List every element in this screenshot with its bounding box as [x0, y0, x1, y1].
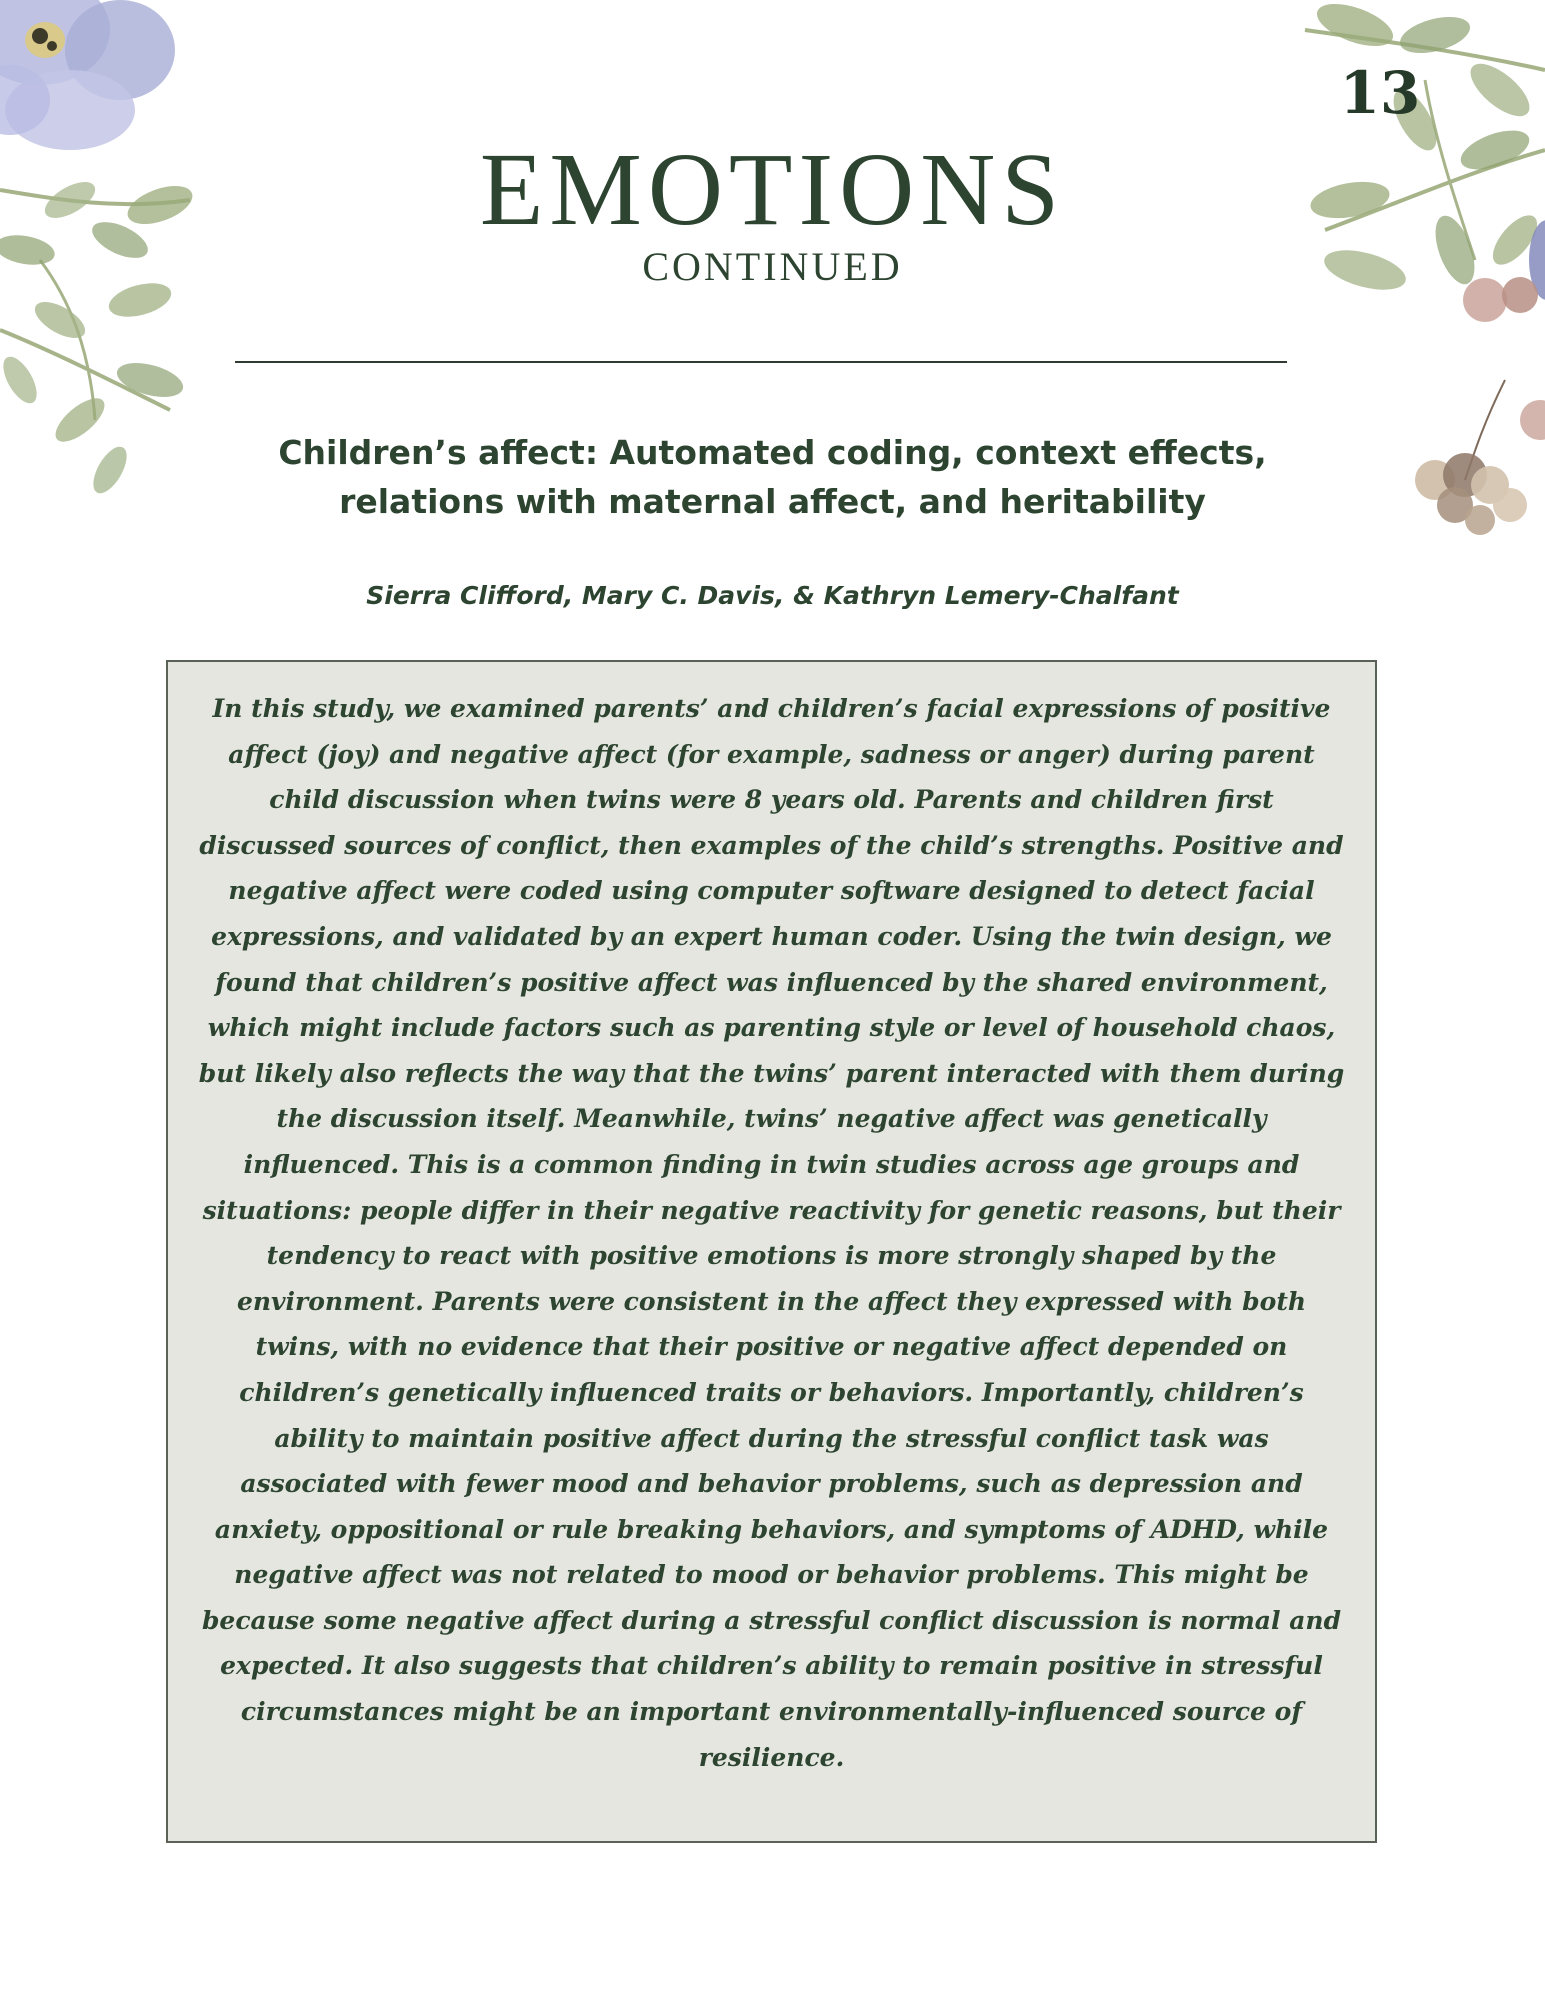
- divider: [235, 361, 1287, 363]
- article-title: Children’s affect: Automated coding, context effects, relations with maternal affect, and heritability: [278, 433, 1267, 521]
- page-number: 13: [1339, 59, 1421, 127]
- article-authors: Sierra Clifford, Mary C. Davis, & Kathryn Lemery-Chalfant: [366, 581, 1179, 610]
- page-subtitle: CONTINUED: [642, 244, 903, 289]
- abstract-box: [166, 660, 1377, 1843]
- page-title: EMOTIONS: [479, 132, 1066, 247]
- abstract-text: In this study, we examined parents’ and children’s facial expressions of positive affect (joy) and negative affect (for example, sadness or anger) during parent child discussion when twins were 8 years old. Parents and children first discussed sources of conflict, then examples of the child’s strengths. Positive and negative affect were coded using computer software designed to detect facial expressions, and validated by an expert human coder. Using the twin design, we found that children’s positive affect was influenced by the shared environment, which might include factors such as parenting style or level of household chaos, but likely also reflects the way that the twins’ parent interacted with them during the discussion itself. Meanwhile, twins’ negative affect was genetically influenced. This is a common finding in twin studies across age groups and situations: people differ in their negative reactivity for genetic reasons, but their tendency to react with positive emotions is more strongly shaped by the environment. Parents were consistent in the affect they expressed with both twins, with no evidence that their positive or negative affect depended on children’s genetically influenced traits or behaviors. Importantly, children’s ability to maintain positive affect during the stressful conflict task was associated with fewer mood and behavior problems, such as depression and anxiety, oppositional or rule breaking behaviors, and symptoms of ADHD, while negative affect was not related to mood or behavior problems. This might be because some negative affect during a stressful conflict discussion is normal and expected. It also suggests that children’s ability to remain positive in stressful circumstances might be an important environmentally-influenced source of resilience.: [198, 694, 1345, 1772]
